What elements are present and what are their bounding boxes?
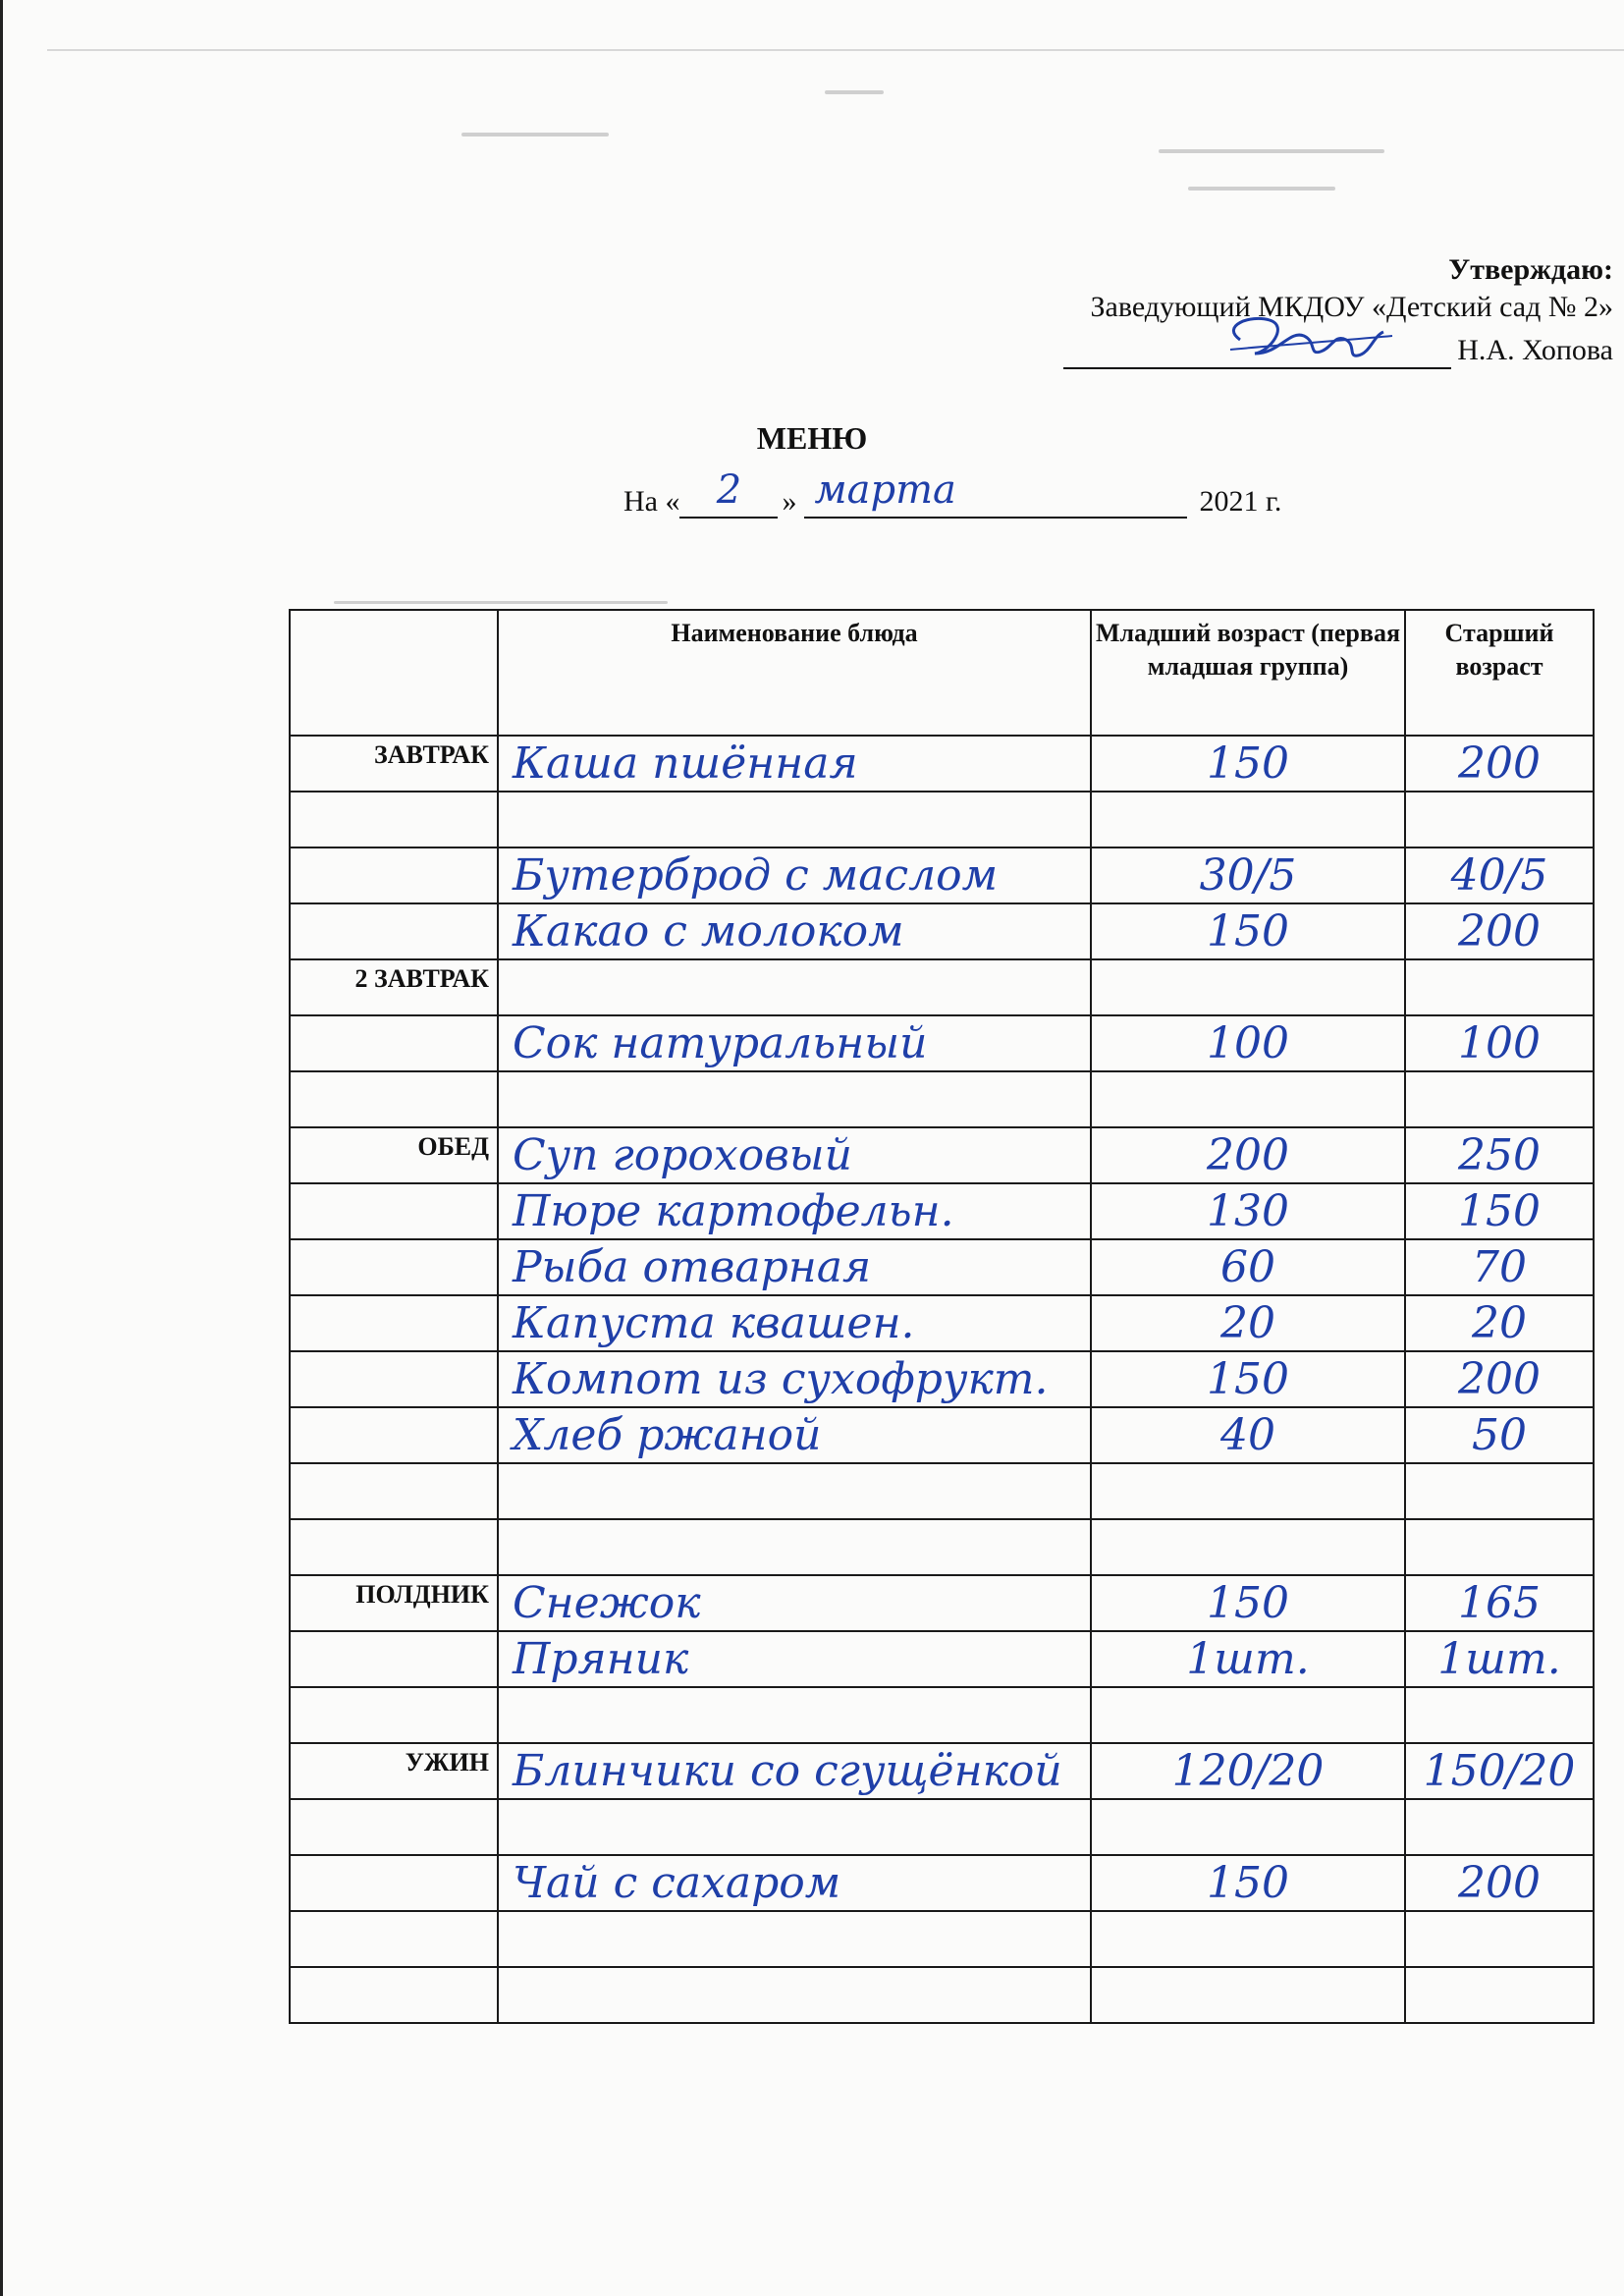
junior-portion bbox=[1091, 1463, 1405, 1519]
junior-portion: 120/20 bbox=[1091, 1743, 1405, 1799]
table-row bbox=[290, 1743, 1594, 1799]
scan-speck bbox=[461, 133, 609, 137]
dish-name: Пряник bbox=[498, 1631, 1091, 1687]
table-row bbox=[290, 1463, 1594, 1519]
approval-signature-row bbox=[1063, 332, 1613, 369]
dish-name bbox=[498, 1519, 1091, 1575]
scan-speck bbox=[1159, 149, 1384, 153]
junior-portion bbox=[1091, 792, 1405, 847]
table-row bbox=[290, 1239, 1594, 1295]
senior-portion bbox=[1405, 959, 1594, 1015]
dish-name: Пюре картофельн. bbox=[498, 1183, 1091, 1239]
dish-name: Капуста квашен. bbox=[498, 1295, 1091, 1351]
junior-portion bbox=[1091, 1911, 1405, 1967]
dish-name: Суп гороховый bbox=[498, 1127, 1091, 1183]
junior-portion: 40 bbox=[1091, 1407, 1405, 1463]
meal-section bbox=[290, 1183, 498, 1239]
header-dish: Наименование блюда bbox=[498, 610, 1091, 736]
junior-portion: 100 bbox=[1091, 1015, 1405, 1071]
menu-date bbox=[623, 467, 1282, 519]
meal-section bbox=[290, 1631, 498, 1687]
table-row bbox=[290, 1575, 1594, 1631]
meal-section: ПОЛДНИК bbox=[290, 1575, 498, 1631]
senior-portion: 1шт. bbox=[1405, 1631, 1594, 1687]
senior-portion bbox=[1405, 1911, 1594, 1967]
header-meal bbox=[290, 610, 498, 736]
table-row bbox=[290, 1015, 1594, 1071]
table-row bbox=[290, 1631, 1594, 1687]
date-month-field bbox=[804, 467, 1187, 519]
menu-body bbox=[290, 736, 1594, 2023]
junior-portion bbox=[1091, 1519, 1405, 1575]
meal-section bbox=[290, 847, 498, 903]
table-row bbox=[290, 1967, 1594, 2023]
dish-name: Бутерброд с маслом bbox=[498, 847, 1091, 903]
scan-edge-left bbox=[0, 0, 3, 2296]
meal-section bbox=[290, 1295, 498, 1351]
meal-section: ЗАВТРАК bbox=[290, 736, 498, 792]
dish-name: Какао с молоком bbox=[498, 903, 1091, 959]
scan-speck bbox=[825, 90, 884, 94]
junior-portion: 150 bbox=[1091, 903, 1405, 959]
junior-portion: 200 bbox=[1091, 1127, 1405, 1183]
dish-name bbox=[498, 1799, 1091, 1855]
meal-section: УЖИН bbox=[290, 1743, 498, 1799]
senior-portion bbox=[1405, 1687, 1594, 1743]
junior-portion: 130 bbox=[1091, 1183, 1405, 1239]
page-title: МЕНЮ bbox=[756, 420, 868, 456]
meal-section bbox=[290, 1687, 498, 1743]
dish-name bbox=[498, 959, 1091, 1015]
meal-section bbox=[290, 1071, 498, 1127]
senior-portion bbox=[1405, 1799, 1594, 1855]
meal-section bbox=[290, 1799, 498, 1855]
scan-speck bbox=[1188, 187, 1335, 191]
table-row bbox=[290, 792, 1594, 847]
meal-section bbox=[290, 903, 498, 959]
table-header-row bbox=[290, 610, 1594, 736]
dish-name bbox=[498, 1967, 1091, 2023]
meal-section: 2 ЗАВТРАК bbox=[290, 959, 498, 1015]
dish-name: Каша пшённая bbox=[498, 736, 1091, 792]
date-month: марта bbox=[814, 467, 956, 513]
junior-portion bbox=[1091, 959, 1405, 1015]
approval-name: Н.А. Хопова bbox=[1457, 334, 1613, 366]
table-row bbox=[290, 959, 1594, 1015]
junior-portion bbox=[1091, 1799, 1405, 1855]
junior-portion bbox=[1091, 1967, 1405, 2023]
senior-portion: 40/5 bbox=[1405, 847, 1594, 903]
senior-portion: 165 bbox=[1405, 1575, 1594, 1631]
junior-portion bbox=[1091, 1071, 1405, 1127]
senior-portion: 150/20 bbox=[1405, 1743, 1594, 1799]
meal-section bbox=[290, 1407, 498, 1463]
table-row bbox=[290, 1855, 1594, 1911]
table-row bbox=[290, 847, 1594, 903]
table-row bbox=[290, 1799, 1594, 1855]
approval-label: Утверждаю: bbox=[1448, 253, 1613, 286]
table-row bbox=[290, 1911, 1594, 1967]
meal-section bbox=[290, 1015, 498, 1071]
meal-section bbox=[290, 1855, 498, 1911]
dish-name bbox=[498, 1911, 1091, 1967]
meal-section bbox=[290, 792, 498, 847]
junior-portion: 150 bbox=[1091, 1351, 1405, 1407]
header-senior: Старший возраст bbox=[1405, 610, 1594, 736]
scan-edge-top bbox=[47, 49, 1624, 51]
senior-portion bbox=[1405, 1967, 1594, 2023]
junior-portion: 150 bbox=[1091, 1855, 1405, 1911]
senior-portion: 200 bbox=[1405, 1351, 1594, 1407]
dish-name: Чай с сахаром bbox=[498, 1855, 1091, 1911]
senior-portion: 150 bbox=[1405, 1183, 1594, 1239]
header-junior: Младший возраст (первая младшая группа) bbox=[1091, 610, 1405, 736]
dish-name: Компот из сухофрукт. bbox=[498, 1351, 1091, 1407]
table-row bbox=[290, 1183, 1594, 1239]
junior-portion: 1шт. bbox=[1091, 1631, 1405, 1687]
date-separator: » bbox=[782, 485, 797, 518]
meal-section bbox=[290, 1351, 498, 1407]
senior-portion: 200 bbox=[1405, 1855, 1594, 1911]
signature-line bbox=[1063, 332, 1451, 369]
senior-portion bbox=[1405, 792, 1594, 847]
dish-name: Блинчики со сгущёнкой bbox=[498, 1743, 1091, 1799]
senior-portion: 50 bbox=[1405, 1407, 1594, 1463]
meal-section bbox=[290, 1463, 498, 1519]
meal-section: ОБЕД bbox=[290, 1127, 498, 1183]
senior-portion: 250 bbox=[1405, 1127, 1594, 1183]
dish-name: Рыба отварная bbox=[498, 1239, 1091, 1295]
junior-portion: 150 bbox=[1091, 736, 1405, 792]
approval-block bbox=[1063, 251, 1613, 369]
dish-name bbox=[498, 792, 1091, 847]
dish-name bbox=[498, 1463, 1091, 1519]
menu-table bbox=[289, 609, 1595, 2024]
table-row bbox=[290, 1351, 1594, 1407]
senior-portion: 70 bbox=[1405, 1239, 1594, 1295]
senior-portion bbox=[1405, 1463, 1594, 1519]
senior-portion: 20 bbox=[1405, 1295, 1594, 1351]
dish-name: Снежок bbox=[498, 1575, 1091, 1631]
date-year: 2021 г. bbox=[1199, 485, 1282, 518]
junior-portion: 30/5 bbox=[1091, 847, 1405, 903]
junior-portion: 150 bbox=[1091, 1575, 1405, 1631]
table-row bbox=[290, 1687, 1594, 1743]
senior-portion bbox=[1405, 1519, 1594, 1575]
table-row bbox=[290, 736, 1594, 792]
junior-portion bbox=[1091, 1687, 1405, 1743]
approval-position: Заведующий МКДОУ «Детский сад № 2» bbox=[1090, 291, 1613, 323]
date-day: 2 bbox=[716, 467, 742, 513]
meal-section bbox=[290, 1519, 498, 1575]
dish-name: Хлеб ржаной bbox=[498, 1407, 1091, 1463]
senior-portion: 200 bbox=[1405, 903, 1594, 959]
dish-name: Сок натуральный bbox=[498, 1015, 1091, 1071]
table-row bbox=[290, 903, 1594, 959]
table-row bbox=[290, 1519, 1594, 1575]
date-prefix: На « bbox=[623, 485, 680, 518]
table-row bbox=[290, 1295, 1594, 1351]
junior-portion: 20 bbox=[1091, 1295, 1405, 1351]
senior-portion bbox=[1405, 1071, 1594, 1127]
senior-portion: 100 bbox=[1405, 1015, 1594, 1071]
table-row bbox=[290, 1127, 1594, 1183]
junior-portion: 60 bbox=[1091, 1239, 1405, 1295]
dish-name bbox=[498, 1687, 1091, 1743]
senior-portion: 200 bbox=[1405, 736, 1594, 792]
table-row bbox=[290, 1407, 1594, 1463]
signature-mark bbox=[1211, 306, 1397, 365]
scan-speck bbox=[334, 601, 668, 604]
dish-name bbox=[498, 1071, 1091, 1127]
meal-section bbox=[290, 1967, 498, 2023]
meal-section bbox=[290, 1239, 498, 1295]
date-day-field bbox=[679, 467, 778, 519]
meal-section bbox=[290, 1911, 498, 1967]
table-row bbox=[290, 1071, 1594, 1127]
